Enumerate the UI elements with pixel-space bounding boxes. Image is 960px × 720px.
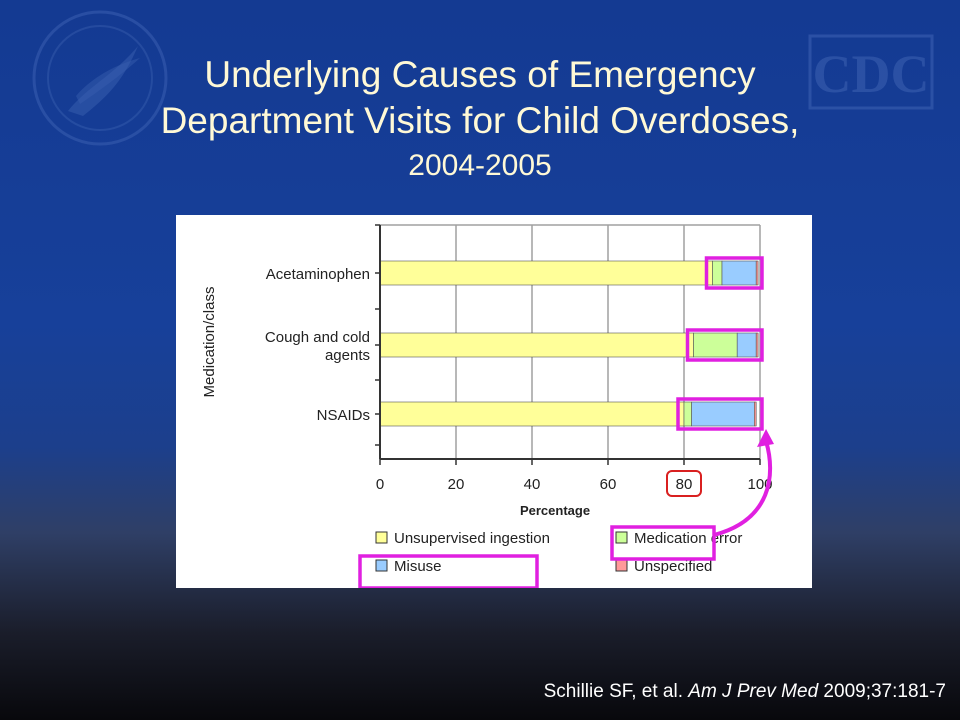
- bar-segment: [694, 333, 738, 357]
- title-line-1: Underlying Causes of Emergency: [204, 54, 756, 95]
- x-tick-label: 40: [523, 476, 541, 493]
- slide-title: [60, 52, 900, 186]
- bar-segment: [756, 261, 758, 285]
- bar-segment: [754, 402, 756, 426]
- x-axis-title: Percentage: [519, 503, 591, 518]
- citation-authors: Schillie SF, et al.: [543, 681, 689, 702]
- bar-segment: [684, 402, 692, 426]
- x-tick-label: 100: [747, 476, 773, 493]
- x-tick-label: 60: [599, 476, 617, 493]
- stacked-bar-chart: [176, 215, 812, 588]
- category-label: Cough and cold: [264, 329, 370, 346]
- x-tick-label: 0: [375, 476, 385, 493]
- category-label: Acetaminophen: [265, 266, 370, 283]
- chart-panel: [176, 215, 812, 588]
- cdc-logo-text: CDC: [812, 44, 930, 104]
- legend-swatch: [376, 560, 387, 571]
- legend-swatch: [376, 532, 387, 543]
- category-label: agents: [324, 347, 370, 364]
- x-tick-label: 20: [447, 476, 465, 493]
- title-line-2: Department Visits for Child Overdoses,: [160, 100, 800, 141]
- legend-label: Misuse: [394, 558, 442, 575]
- legend-label: Medication error: [634, 530, 743, 547]
- category-label: NSAIDs: [316, 407, 370, 424]
- bar-segment: [737, 333, 756, 357]
- legend-swatch: [616, 532, 627, 543]
- bar-segment: [756, 333, 758, 357]
- bar-segment: [380, 261, 713, 285]
- bar-segment: [380, 333, 694, 357]
- bar-segment: [692, 402, 755, 426]
- bar-segment: [380, 402, 684, 426]
- citation: [544, 681, 946, 703]
- legend-label: Unsupervised ingestion: [394, 530, 550, 547]
- bar-segment: [713, 261, 723, 285]
- x-tick-label: 80: [675, 476, 693, 493]
- citation-journal: Am J Prev Med: [688, 681, 819, 702]
- legend-swatch: [616, 560, 627, 571]
- y-axis-title: Medication/class: [201, 286, 218, 398]
- title-years: 2004-2005: [408, 149, 552, 182]
- citation-reference: 2009;37:181-7: [818, 681, 946, 702]
- legend-label: Unspecified: [634, 558, 713, 575]
- bar-segment: [722, 261, 756, 285]
